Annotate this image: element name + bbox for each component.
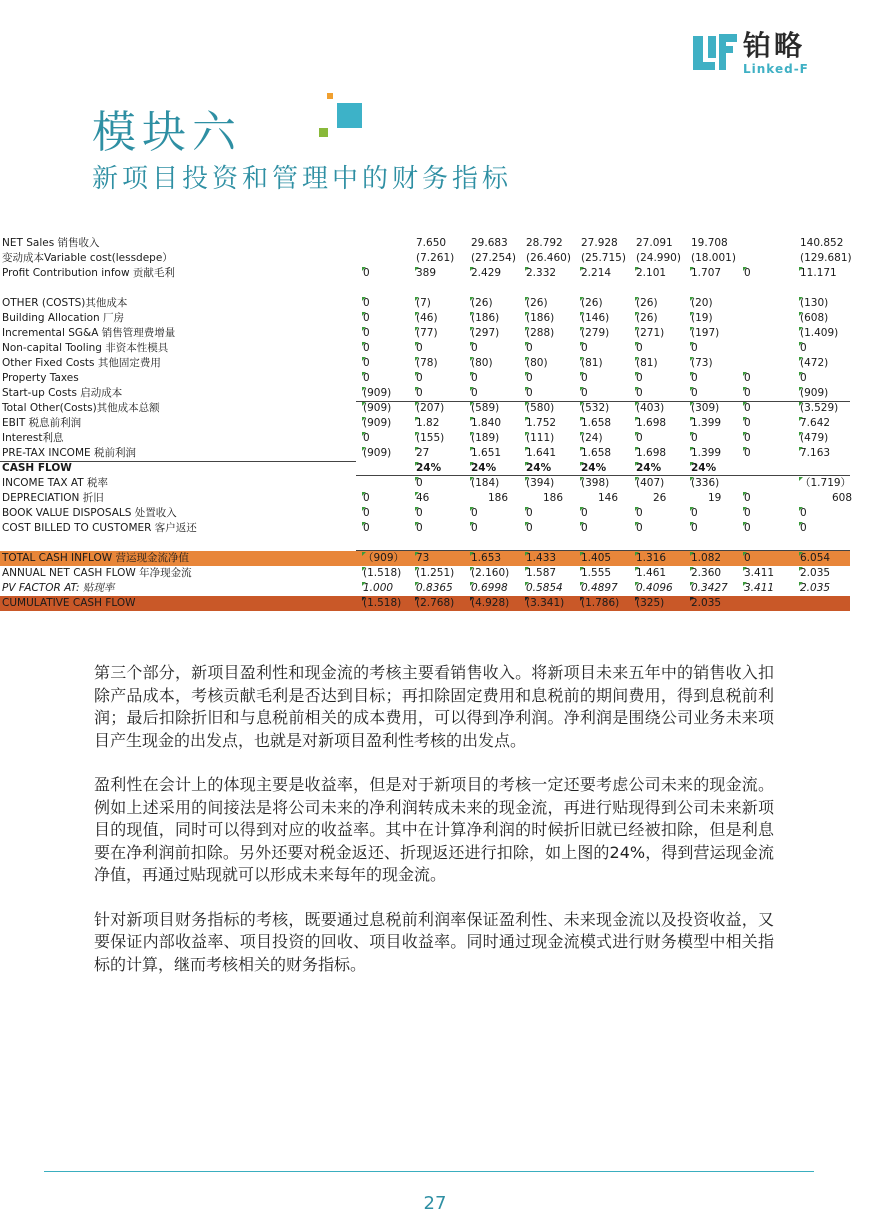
brand-logo — [693, 30, 823, 76]
table-cell: (309) — [691, 402, 720, 414]
table-cell: 0 — [636, 432, 643, 444]
table-cell: 2.101 — [636, 267, 667, 279]
table-cell: （1.719） — [800, 477, 852, 489]
table-cell: (2.160) — [471, 567, 510, 579]
table-cell: (279) — [581, 327, 610, 339]
table-cell: 389 — [416, 267, 437, 279]
table-cell: 140.852 — [800, 237, 844, 249]
table-cell: 146 — [598, 492, 619, 504]
table-cell: 2.332 — [526, 267, 557, 279]
table-cell: 1.752 — [526, 417, 557, 429]
table-cell: (20) — [691, 297, 713, 309]
table-row — [0, 431, 850, 446]
table-cell: 2.035 — [800, 582, 831, 594]
table-cell: (407) — [636, 477, 665, 489]
table-cell: 0 — [363, 372, 370, 384]
table-cell: 0 — [800, 372, 807, 384]
table-row — [0, 461, 850, 476]
table-cell: 1.653 — [471, 552, 502, 564]
table-cell: 1.082 — [691, 552, 722, 564]
table-cell: 0 — [691, 432, 698, 444]
body-text — [94, 662, 774, 998]
table-cell: 0 — [744, 432, 751, 444]
table-rule — [356, 401, 850, 402]
table-cell: (909) — [363, 417, 392, 429]
table-cell: 186 — [543, 492, 564, 504]
table-cell: (394) — [526, 477, 555, 489]
row-label: Building Allocation 厂房 — [2, 312, 125, 324]
table-row — [0, 446, 850, 461]
table-cell: 1.399 — [691, 447, 722, 459]
table-cell: 0 — [363, 312, 370, 324]
row-label: OTHER (COSTS)其他成本 — [2, 297, 128, 309]
table-cell: (532) — [581, 402, 610, 414]
row-label: Property Taxes — [2, 372, 79, 384]
table-cell: (24) — [581, 432, 603, 444]
table-cell: 11.171 — [800, 267, 837, 279]
table-cell: 19 — [708, 492, 722, 504]
table-cell: 0 — [416, 372, 423, 384]
table-row — [0, 401, 850, 416]
table-cell: 0 — [744, 552, 751, 564]
table-cell: 0 — [691, 387, 698, 399]
table-cell: (78) — [416, 357, 438, 369]
table-cell: 0 — [691, 342, 698, 354]
table-cell: 1.641 — [526, 447, 557, 459]
table-row — [0, 416, 850, 431]
table-cell: (288) — [526, 327, 555, 339]
table-cell: (336) — [691, 477, 720, 489]
decor-square-orange — [327, 93, 333, 99]
table-cell: 1.840 — [471, 417, 502, 429]
module-subtitle: 新项目投资和管理中的财务指标 — [92, 164, 513, 194]
table-cell: 29.683 — [471, 237, 508, 249]
table-cell: 2.429 — [471, 267, 502, 279]
table-cell: 0 — [526, 387, 533, 399]
table-row — [0, 581, 850, 596]
table-cell: 46 — [416, 492, 430, 504]
table-cell: 0 — [363, 342, 370, 354]
table-cell: (3.529) — [800, 402, 839, 414]
table-cell: 0 — [416, 477, 423, 489]
row-label: Profit Contribution infow 贡献毛利 — [2, 267, 175, 279]
table-cell: (111) — [526, 432, 555, 444]
row-label: Other Fixed Costs 其他固定费用 — [2, 357, 161, 369]
table-row — [0, 266, 850, 281]
table-cell: (130) — [800, 297, 829, 309]
table-row — [0, 281, 850, 296]
table-cell: 0 — [691, 507, 698, 519]
table-row — [0, 521, 850, 536]
row-label: CASH FLOW — [2, 462, 72, 474]
row-label: TOTAL CASH INFLOW 营运现金流净值 — [2, 552, 190, 564]
row-label: DEPRECIATION 折旧 — [2, 492, 104, 504]
table-cell: 0 — [526, 507, 533, 519]
table-cell: 2.360 — [691, 567, 722, 579]
table-cell: (186) — [526, 312, 555, 324]
table-cell: 2.035 — [691, 597, 722, 609]
table-cell: (81) — [636, 357, 658, 369]
row-label: Interest利息 — [2, 432, 64, 444]
table-cell: (909) — [800, 387, 829, 399]
table-cell: (26.460) — [526, 252, 571, 264]
table-cell: 24% — [636, 462, 662, 474]
table-cell: (18.001) — [691, 252, 736, 264]
table-cell: 0 — [363, 432, 370, 444]
table-cell: 0 — [800, 507, 807, 519]
table-cell: (146) — [581, 312, 610, 324]
table-cell: 0 — [744, 447, 751, 459]
table-cell: 0 — [691, 522, 698, 534]
table-cell: (608) — [800, 312, 829, 324]
financial-table — [0, 236, 853, 611]
table-cell: 0 — [636, 522, 643, 534]
table-cell: (580) — [526, 402, 555, 414]
table-cell: 0 — [416, 342, 423, 354]
table-cell: 3.411 — [744, 567, 775, 579]
table-cell: 1.461 — [636, 567, 667, 579]
table-cell: 0 — [363, 327, 370, 339]
table-cell: (7.261) — [416, 252, 455, 264]
table-cell: 7.650 — [416, 237, 447, 249]
table-cell: (19) — [691, 312, 713, 324]
table-cell: 0 — [581, 522, 588, 534]
table-cell: 0.8365 — [416, 582, 453, 594]
table-cell: 7.642 — [800, 417, 831, 429]
table-cell: 3.411 — [744, 582, 775, 594]
table-cell: (77) — [416, 327, 438, 339]
table-cell: (1.518) — [363, 597, 402, 609]
table-row — [0, 596, 850, 611]
table-cell: 0 — [581, 387, 588, 399]
table-cell: 1.651 — [471, 447, 502, 459]
table-cell: (207) — [416, 402, 445, 414]
table-row — [0, 506, 850, 521]
table-cell: (1.251) — [416, 567, 455, 579]
table-cell: 1.658 — [581, 417, 612, 429]
table-cell: 24% — [526, 462, 552, 474]
table-cell: 0 — [471, 342, 478, 354]
table-cell: (184) — [471, 477, 500, 489]
table-cell: (155) — [416, 432, 445, 444]
table-cell: (325) — [636, 597, 665, 609]
row-label: COST BILLED TO CUSTOMER 客户返还 — [2, 522, 197, 534]
row-label: BOOK VALUE DISPOSALS 处置收入 — [2, 507, 177, 519]
table-cell: 0 — [744, 492, 751, 504]
paragraph-1: 第三个部分，新项目盈利性和现金流的考核主要看销售收入。将新项目未来五年中的销售收入扣除产品成本，考核贡献毛利是否达到目标；再扣除固定费用和息税前的期间费用，得到息税前利润；最后扣除折旧和与息税前相关的成本费用，可以得到净利润。净利润是围绕公司业务未来项目产生现金的出发点，也就是对新项目盈利性考核的出发点。 — [94, 663, 774, 750]
logo-text-cn: 铂略 — [743, 29, 806, 62]
table-row — [0, 566, 850, 581]
table-cell: 0 — [636, 342, 643, 354]
table-cell: 0 — [363, 357, 370, 369]
table-cell: 0 — [744, 387, 751, 399]
table-cell: 27.928 — [581, 237, 618, 249]
table-cell: (7) — [416, 297, 431, 309]
table-cell: 27.091 — [636, 237, 673, 249]
table-cell: 0 — [581, 507, 588, 519]
decor-square-green — [319, 128, 328, 137]
table-cell: 0 — [416, 387, 423, 399]
row-label: EBIT 税息前利润 — [2, 417, 82, 429]
table-cell: 1.433 — [526, 552, 557, 564]
table-cell: 0 — [363, 267, 370, 279]
table-cell: 0 — [363, 507, 370, 519]
table-cell: (81) — [581, 357, 603, 369]
table-cell: (73) — [691, 357, 713, 369]
table-cell: (2.768) — [416, 597, 455, 609]
table-cell: 0 — [416, 522, 423, 534]
table-cell: (189) — [471, 432, 500, 444]
row-label: PRE-TAX INCOME 税前利润 — [2, 447, 136, 459]
table-row — [0, 491, 853, 506]
table-cell: 0 — [744, 507, 751, 519]
table-row — [0, 311, 850, 326]
table-cell: (589) — [471, 402, 500, 414]
table-cell: 28.792 — [526, 237, 563, 249]
table-cell: (46) — [416, 312, 438, 324]
table-cell: 24% — [691, 462, 717, 474]
table-cell: 0.4897 — [581, 582, 618, 594]
table-row — [0, 356, 850, 371]
table-cell: 26 — [653, 492, 667, 504]
row-label: Start-up Costs 启动成本 — [2, 387, 123, 399]
table-cell: (26) — [636, 312, 658, 324]
table-cell: (25.715) — [581, 252, 626, 264]
table-cell: 0 — [636, 507, 643, 519]
table-cell: 0.3427 — [691, 582, 728, 594]
table-cell: 1.658 — [581, 447, 612, 459]
table-cell: (1.786) — [581, 597, 620, 609]
table-cell: (26) — [636, 297, 658, 309]
table-cell: 0 — [471, 372, 478, 384]
row-label: INCOME TAX AT 税率 — [2, 477, 109, 489]
table-cell: (129.681) — [800, 252, 852, 264]
table-row — [0, 326, 850, 341]
row-label: Incremental SG&A 销售管理费增量 — [2, 327, 176, 339]
table-cell: (909) — [363, 447, 392, 459]
table-cell: (271) — [636, 327, 665, 339]
table-cell: 2.035 — [800, 567, 831, 579]
table-cell: (80) — [526, 357, 548, 369]
table-cell: (26) — [581, 297, 603, 309]
row-label: Non-capital Tooling 非资本性模具 — [2, 342, 169, 354]
row-label: PV FACTOR AT: 贴现率 — [2, 582, 115, 594]
table-rule — [356, 475, 850, 476]
table-row — [0, 341, 850, 356]
table-cell: 2.214 — [581, 267, 612, 279]
table-cell: 1.316 — [636, 552, 667, 564]
table-cell: 0 — [526, 342, 533, 354]
table-row — [0, 551, 850, 566]
table-cell: (186) — [471, 312, 500, 324]
table-cell: 24% — [471, 462, 497, 474]
table-cell: 0 — [526, 372, 533, 384]
decor-square-teal — [337, 103, 362, 128]
table-row — [0, 536, 850, 551]
table-cell: (26) — [526, 297, 548, 309]
table-cell: (472) — [800, 357, 829, 369]
table-cell: 1.587 — [526, 567, 557, 579]
table-cell: 1.405 — [581, 552, 612, 564]
table-row — [0, 236, 850, 251]
table-cell: 27 — [416, 447, 430, 459]
table-cell: (398) — [581, 477, 610, 489]
table-cell: (24.990) — [636, 252, 681, 264]
table-cell: 1.000 — [363, 582, 394, 594]
table-cell: (297) — [471, 327, 500, 339]
table-cell: (197) — [691, 327, 720, 339]
table-cell: 0 — [800, 522, 807, 534]
table-cell: 1.698 — [636, 447, 667, 459]
table-cell: 0.5854 — [526, 582, 563, 594]
table-cell: (26) — [471, 297, 493, 309]
footer-divider — [44, 1171, 814, 1172]
table-cell: (1.409) — [800, 327, 839, 339]
module-title: 模块六 — [92, 107, 242, 158]
table-row — [0, 386, 850, 401]
table-cell: (27.254) — [471, 252, 516, 264]
table-cell: 186 — [488, 492, 509, 504]
table-row — [0, 296, 850, 311]
table-cell: (909) — [363, 402, 392, 414]
table-cell: 7.163 — [800, 447, 831, 459]
table-cell: 0 — [471, 522, 478, 534]
table-cell: 1.399 — [691, 417, 722, 429]
table-cell: 0 — [800, 342, 807, 354]
logo-text-en: Linked-F — [743, 62, 809, 76]
table-cell: 0 — [691, 372, 698, 384]
table-cell: 19.708 — [691, 237, 728, 249]
paragraph-2: 盈利性在会计上的体现主要是收益率，但是对于新项目的考核一定还要考虑公司未来的现金流。例如上述采用的间接法是将公司未来的净利润转成未来的现金流，再进行贴现得到公司未来新项目的现值，同时可以得到对应的收益率。其中在计算净利润的时候折旧就已经被扣除，但是利息要在净利润前扣除。另外还要对税金返还、折现返还进行扣除，如上图的24%，得到营运现金流净值，再通过贴现就可以形成未来每年的现金流。 — [94, 775, 774, 884]
table-row — [0, 251, 850, 266]
row-label: CUMULATIVE CASH FLOW — [2, 597, 136, 609]
table-cell: 0 — [744, 417, 751, 429]
table-rule — [0, 461, 356, 462]
table-cell: （909） — [363, 552, 405, 564]
table-cell: 0 — [581, 342, 588, 354]
row-label: 变动成本Variable cost(lessdepe） — [2, 252, 173, 264]
page-number: 27 — [423, 1193, 447, 1214]
table-cell: 608 — [832, 492, 853, 504]
paragraph-3: 针对新项目财务指标的考核，既要通过息税前利润率保证盈利性、未来现金流以及投资收益，又要保证内部收益率、项目投资的回收、项目收益率。同时通过现金流模式进行财务模型中相关指标的计算，继而考核相关的财务指标。 — [94, 909, 774, 974]
table-cell: 0 — [363, 297, 370, 309]
table-cell: (4.928) — [471, 597, 510, 609]
table-cell: 0 — [526, 522, 533, 534]
table-cell: 6.054 — [800, 552, 831, 564]
table-cell: (1.518) — [363, 567, 402, 579]
table-cell: (909) — [363, 387, 392, 399]
table-cell: 1.698 — [636, 417, 667, 429]
table-cell: (479) — [800, 432, 829, 444]
table-cell: (3.341) — [526, 597, 565, 609]
table-cell: 73 — [416, 552, 430, 564]
table-cell: 1.555 — [581, 567, 612, 579]
table-cell: 24% — [416, 462, 442, 474]
table-rule — [356, 550, 850, 551]
table-cell: 0 — [416, 507, 423, 519]
table-cell: 0.4096 — [636, 582, 673, 594]
table-cell: 1.82 — [416, 417, 440, 429]
table-cell: 0 — [471, 387, 478, 399]
table-cell: 0 — [581, 372, 588, 384]
table-cell: 0 — [744, 522, 751, 534]
table-cell: 0 — [363, 492, 370, 504]
table-cell: 24% — [581, 462, 607, 474]
table-row — [0, 476, 850, 491]
table-cell: 0.6998 — [471, 582, 508, 594]
table-row — [0, 371, 850, 386]
table-cell: 0 — [636, 387, 643, 399]
row-label: ANNUAL NET CASH FLOW 年净现金流 — [2, 567, 192, 579]
row-label: Total Other(Costs)其他成本总额 — [2, 402, 160, 414]
table-cell: 1.707 — [691, 267, 722, 279]
table-cell: 0 — [744, 267, 751, 279]
table-cell: 0 — [636, 372, 643, 384]
table-cell: (80) — [471, 357, 493, 369]
linked-f-logo-icon — [693, 32, 737, 72]
table-cell: 0 — [744, 372, 751, 384]
row-label: NET Sales 销售收入 — [2, 237, 100, 249]
table-cell: (403) — [636, 402, 665, 414]
table-cell: 0 — [471, 507, 478, 519]
table-cell: 0 — [744, 402, 751, 414]
table-cell: 0 — [363, 522, 370, 534]
